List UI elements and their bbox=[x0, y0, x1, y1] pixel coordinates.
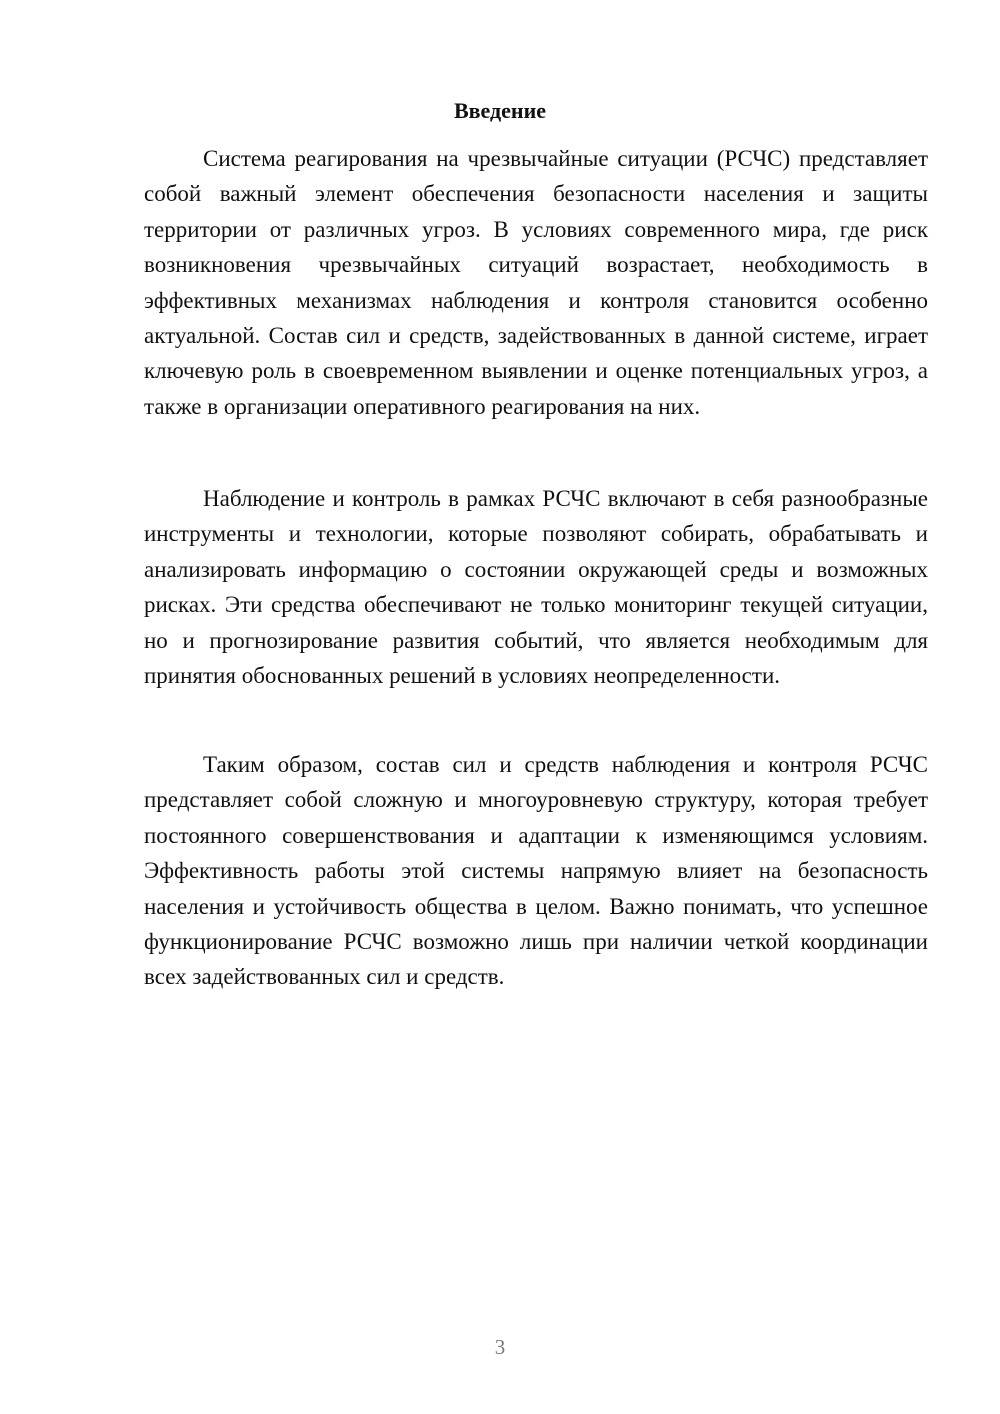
section-title: Введение bbox=[453, 98, 547, 123]
paragraph-3: Таким образом, состав сил и средств наблюдения и контроля РСЧС представляет собой сложную и многоуровневую структуру, которая требует постоянного совершенствования и адаптации к изменяющимся условиям. Эффективность работы этой системы напрямую влияет на безопасность населения и устойчивость общества в целом. Важно понимать, что успешное функционирование РСЧС возможно лишь при наличии четкой координации всех задействованных сил и средств. bbox=[144, 752, 928, 990]
page-number: 3 bbox=[494, 1335, 506, 1359]
paragraph-2: Наблюдение и контроль в рамках РСЧС включают в себя разнообразные инструменты и технологии, которые позволяют собирать, обрабатывать и анализировать информацию о состоянии окружающей среды и возможных рисках. Эти средства обеспечивают не только мониторинг текущей ситуации, но и прогнозирование развития событий, что является необходимым для принятия обоснованных решений в условиях неопределенности. bbox=[144, 486, 928, 689]
paragraph-1: Система реагирования на чрезвычайные ситуации (РСЧС) представляет собой важный элемент обеспечения безопасности населения и защиты территории от различных угроз. В условиях современного мира, где риск возникновения чрезвычайных ситуаций возрастает, необходимость в эффективных механизмах наблюдения и контроля становится особенно актуальной. Состав сил и средств, задействованных в данной системе, играет ключевую роль в своевременном выявлении и оценке потенциальных угроз, а также в организации оперативного реагирования на них. bbox=[144, 146, 928, 419]
